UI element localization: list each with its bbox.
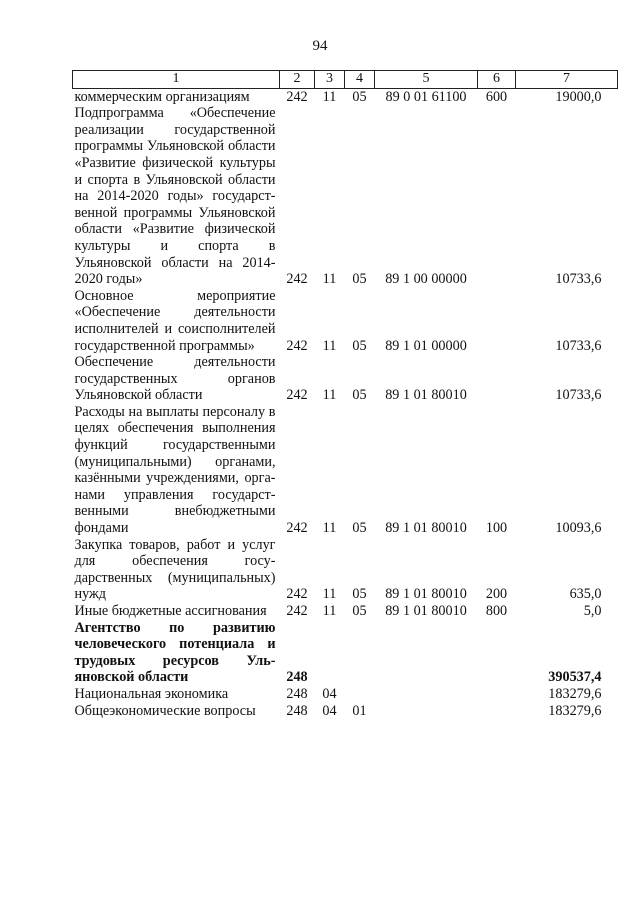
- table-row: [73, 703, 618, 720]
- table-row: [73, 354, 618, 404]
- ministry-code: 248: [286, 702, 308, 719]
- section-code: 11: [322, 337, 337, 354]
- subsection-code: [345, 686, 375, 703]
- table-header-row: [73, 71, 618, 89]
- expense-type-code: [478, 703, 516, 720]
- ministry-code: 242: [286, 88, 308, 105]
- subsection-code: 05: [352, 337, 367, 354]
- expense-type-code: [478, 686, 516, 703]
- amount: 390537,4: [548, 669, 602, 686]
- column-header: 2: [280, 71, 315, 89]
- row-description: Основное мероприятие «Обеспечение деятельности исполнителей и соисполнителей государственной программы»: [74, 287, 276, 354]
- section-code: 11: [322, 387, 337, 404]
- target-article-code: 89 1 01 80010: [385, 520, 467, 537]
- expense-type-code: [478, 288, 516, 354]
- target-article-code: [375, 686, 478, 703]
- row-description: Расходы на выплаты персоналу в целях обеспечения выполнения функций государственными (муниципальными) органами, казёнными учреждениями, органами управления государственными внебюджетными фондами: [74, 403, 276, 537]
- table-row: [73, 88, 618, 105]
- table-row: [73, 105, 618, 288]
- subsection-code: 05: [352, 520, 367, 537]
- section-code: 04: [322, 685, 337, 702]
- section-code: 04: [322, 702, 337, 719]
- expense-type-code: 100: [485, 520, 508, 537]
- table-row-agency: [73, 620, 618, 686]
- column-header: 6: [478, 71, 516, 89]
- ministry-code: 242: [286, 603, 308, 619]
- column-header: 3: [315, 71, 345, 89]
- subsection-code: [345, 620, 375, 686]
- row-description: Подпрограмма «Обеспечение реализации государственной программы Ульяновской области «Развитие физической культуры и спорта в Ульяновской области на 2014-2020 годы» государственной программы Ульяновской области «Развитие физической культуры и спорта в Ульяновской области на 2014-2020 годы»: [74, 105, 276, 288]
- table-row: [73, 603, 618, 620]
- expense-type-code: [478, 354, 516, 404]
- subsection-code: 05: [352, 586, 367, 603]
- subsection-code: 01: [352, 702, 367, 719]
- ministry-code: 242: [286, 337, 308, 354]
- target-article-code: 89 1 01 80010: [385, 387, 467, 404]
- row-description: Национальная экономика: [74, 685, 229, 702]
- amount: 183279,6: [548, 702, 602, 719]
- section-code: [315, 620, 345, 686]
- table-row: [73, 537, 618, 603]
- amount: 10733,6: [555, 337, 602, 354]
- section-code: 11: [322, 586, 337, 603]
- amount: 183279,6: [548, 685, 602, 702]
- table-row: [73, 288, 618, 354]
- target-article-code: 89 1 01 80010: [385, 586, 467, 603]
- target-article-code: 89 0 01 61100: [385, 88, 467, 105]
- target-article-code: [375, 620, 478, 686]
- ministry-code: 242: [286, 520, 308, 537]
- table-row: [73, 686, 618, 703]
- subsection-code: 05: [352, 271, 367, 288]
- expense-type-code: 600: [485, 88, 508, 105]
- section-code: 11: [322, 271, 337, 288]
- column-header: 7: [516, 71, 618, 89]
- table-row: [73, 404, 618, 537]
- ministry-code: 248: [286, 685, 308, 702]
- expense-type-code: 800: [485, 603, 508, 619]
- subsection-code: 05: [352, 387, 367, 404]
- expense-type-code: 200: [485, 586, 508, 603]
- column-header: 5: [375, 71, 478, 89]
- section-code: 11: [322, 88, 337, 105]
- target-article-code: 89 1 01 80010: [385, 603, 467, 619]
- amount: 10093,6: [555, 520, 602, 537]
- ministry-code: 242: [286, 586, 308, 603]
- expense-type-code: [478, 620, 516, 686]
- column-header: 4: [345, 71, 375, 89]
- row-description: Иные бюджетные ассигнования: [74, 603, 267, 619]
- ministry-code: 242: [286, 271, 308, 288]
- subsection-code: 05: [352, 88, 367, 105]
- row-description: Общеэкономические вопросы: [74, 702, 256, 719]
- ministry-code: 248: [286, 669, 308, 686]
- expense-type-code: [478, 105, 516, 288]
- amount: 635,0: [569, 586, 602, 603]
- page-number: 94: [312, 38, 328, 54]
- subsection-code: 05: [352, 603, 367, 619]
- amount: 5,0: [583, 603, 602, 619]
- target-article-code: [375, 703, 478, 720]
- target-article-code: 89 1 01 00000: [385, 337, 467, 354]
- row-description: Обеспечение деятельности государственных органов Ульяновской области: [74, 354, 276, 404]
- amount: 10733,6: [555, 271, 602, 288]
- row-description: Закупка товаров, работ и услуг для обеспечения государственных (муниципальных) нужд: [74, 536, 276, 603]
- row-description: Агентство по развитию человеческого потенциала и трудовых ресурсов Ульяновской области: [74, 619, 276, 686]
- target-article-code: 89 1 00 00000: [385, 271, 467, 288]
- budget-table: [72, 70, 618, 719]
- row-description: коммерческим организациям: [74, 88, 250, 105]
- section-code: 11: [322, 603, 337, 619]
- amount: 10733,6: [555, 387, 602, 404]
- ministry-code: 242: [286, 387, 308, 404]
- amount: 19000,0: [555, 88, 602, 105]
- section-code: 11: [322, 520, 337, 537]
- column-header: 1: [73, 71, 280, 89]
